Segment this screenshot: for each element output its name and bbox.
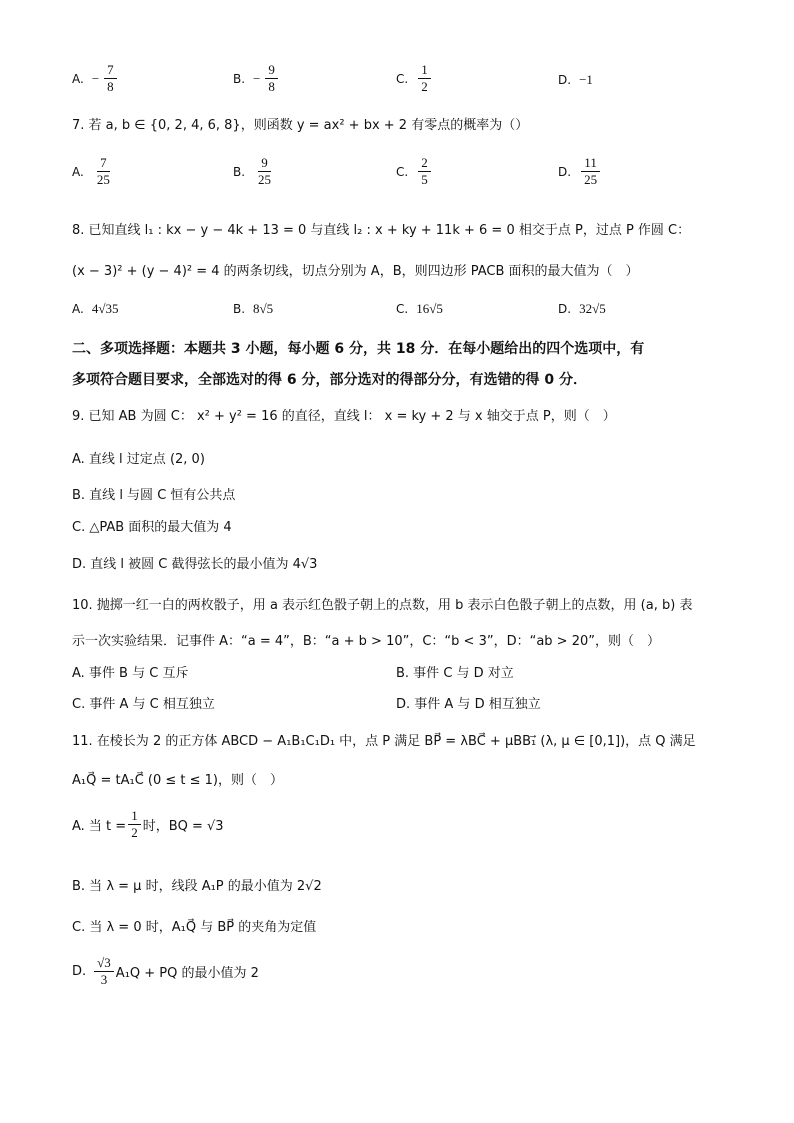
denominator: 25	[584, 172, 598, 187]
q8-option-a[interactable]	[72, 301, 118, 317]
q11-option-c[interactable]: C. 当 λ = 0 时，A₁Q⃗ 与 BP⃗ 的夹角为定值	[72, 920, 317, 935]
option-value: 32√5	[579, 301, 606, 316]
denominator: 5	[421, 172, 428, 187]
option-value: 16√5	[416, 301, 443, 316]
option-label: D.	[558, 302, 572, 316]
q10-stem-line1: 10. 抛掷一红一白的两枚骰子，用 a 表示红色骰子朝上的点数，用 b 表示白色骰子朝上的点数，用 (a, b) 表	[72, 598, 693, 613]
option-label: B.	[233, 302, 246, 316]
denominator: 2	[131, 825, 138, 840]
denominator: 25	[258, 172, 272, 187]
option-label: D.	[558, 73, 572, 87]
option-value: 4√35	[91, 301, 119, 316]
q8-option-c[interactable]	[396, 301, 443, 317]
option-label: D.	[72, 964, 87, 979]
option-text: A. 当 t =	[72, 819, 127, 834]
q9-option-b[interactable]: B. 直线 l 与圆 C 恒有公共点	[72, 488, 236, 503]
q10-stem-line2: 示一次实验结果．记事件 A：“a = 4”，B：“a + b > 10”，C：“b < 3”，D：“ab > 20”，则（ ）	[72, 634, 660, 649]
q8-options	[0, 301, 794, 341]
fraction	[94, 955, 114, 988]
q9-option-c[interactable]: C. △PAB 面积的最大值为 4	[72, 520, 232, 535]
fraction	[581, 155, 600, 188]
option-label: C.	[396, 71, 409, 86]
denominator: 2	[421, 79, 428, 94]
q7-option-c[interactable]	[396, 155, 433, 188]
minus-sign: −	[91, 70, 100, 86]
q11-option-b[interactable]: B. 当 λ = μ 时，线段 A₁P 的最小值为 2√2	[72, 879, 322, 894]
fraction	[104, 62, 117, 95]
fraction	[265, 62, 278, 95]
q11-option-a[interactable]	[72, 808, 224, 841]
option-label: A.	[72, 302, 84, 316]
q10-option-d[interactable]: D. 事件 A 与 D 相互独立	[396, 697, 541, 712]
fraction	[128, 808, 141, 841]
q6-options	[0, 62, 794, 102]
denominator: 8	[268, 79, 275, 94]
numerator: 1	[418, 62, 431, 79]
fraction	[94, 155, 113, 188]
q9-stem: 9. 已知 AB 为圆 C： x² + y² = 16 的直径，直线 l： x = ky + 2 与 x 轴交于点 P，则（ ）	[72, 409, 616, 424]
denominator: 25	[96, 172, 110, 187]
numerator: 1	[128, 808, 141, 825]
q6-option-d[interactable]	[558, 72, 593, 88]
denominator: 8	[107, 79, 114, 94]
option-text: A₁Q + PQ 的最小值为 2	[115, 966, 259, 981]
option-label: C.	[396, 164, 409, 179]
fraction	[255, 155, 274, 188]
numerator: 7	[97, 155, 110, 172]
numerator: 2	[418, 155, 431, 172]
q9-option-a[interactable]: A. 直线 l 过定点 (2, 0)	[72, 452, 205, 467]
q6-option-a[interactable]	[72, 62, 119, 95]
fraction	[418, 62, 431, 95]
numerator: √3	[94, 955, 114, 972]
option-label: B.	[233, 71, 246, 86]
q8-stem-line1: 8. 已知直线 l₁ : kx − y − 4k + 13 = 0 与直线 l₂ : x + ky + 11k + 6 = 0 相交于点 P，过点 P 作圆 C：	[72, 223, 691, 238]
numerator: 7	[104, 62, 117, 79]
option-value: 8√5	[253, 301, 274, 316]
denominator: 3	[100, 972, 108, 987]
option-label: B.	[233, 164, 246, 179]
q11-option-d[interactable]	[72, 955, 259, 988]
q9-option-d[interactable]: D. 直线 l 被圆 C 截得弦长的最小值为 4√3	[72, 557, 318, 572]
option-label: C.	[396, 302, 409, 316]
q10-option-c[interactable]: C. 事件 A 与 C 相互独立	[72, 697, 215, 712]
fraction	[418, 155, 431, 188]
q6-option-b[interactable]	[233, 62, 280, 95]
q8-stem-line2: (x − 3)² + (y − 4)² = 4 的两条切线，切点分别为 A，B，则四边形 PACB 面积的最大值为（ ）	[72, 264, 639, 279]
numerator: 11	[581, 155, 600, 172]
option-label: A.	[72, 71, 84, 86]
option-value: −1	[579, 72, 593, 87]
q10-option-a[interactable]: A. 事件 B 与 C 互斥	[72, 666, 189, 681]
option-label: A.	[72, 164, 84, 179]
numerator: 9	[265, 62, 278, 79]
q7-stem: 7. 若 a, b ∈ {0, 2, 4, 6, 8}，则函数 y = ax² + bx + 2 有零点的概率为（）	[72, 118, 529, 133]
numerator: 9	[258, 155, 271, 172]
section2-heading-line2: 多项符合题目要求，全部选对的得 6 分，部分选对的得部分分，有选错的得 0 分．	[72, 372, 587, 388]
q7-options	[0, 155, 794, 195]
q8-option-d[interactable]	[558, 301, 606, 317]
q8-option-b[interactable]	[233, 301, 273, 317]
option-label: D.	[558, 164, 572, 179]
option-text: 时，BQ = √3	[142, 819, 224, 834]
q11-stem-line2: A₁Q⃗ = tA₁C⃗ (0 ≤ t ≤ 1)，则（ ）	[72, 773, 284, 788]
q6-option-c[interactable]	[396, 62, 433, 95]
q11-stem-line1: 11. 在棱长为 2 的正方体 ABCD − A₁B₁C₁D₁ 中，点 P 满足 BP⃗ = λBC⃗ + μBB₁⃗ (λ, μ ∈ [0,1])，点 Q 满足	[72, 734, 696, 749]
q10-option-b[interactable]: B. 事件 C 与 D 对立	[396, 666, 514, 681]
q7-option-a[interactable]	[72, 155, 115, 188]
minus-sign: −	[253, 70, 261, 86]
q7-option-b[interactable]	[233, 155, 276, 188]
section2-heading-line1: 二、多项选择题：本题共 3 小题，每小题 6 分，共 18 分．在每小题给出的四个选项中，有	[72, 341, 645, 357]
q7-option-d[interactable]	[558, 155, 602, 188]
